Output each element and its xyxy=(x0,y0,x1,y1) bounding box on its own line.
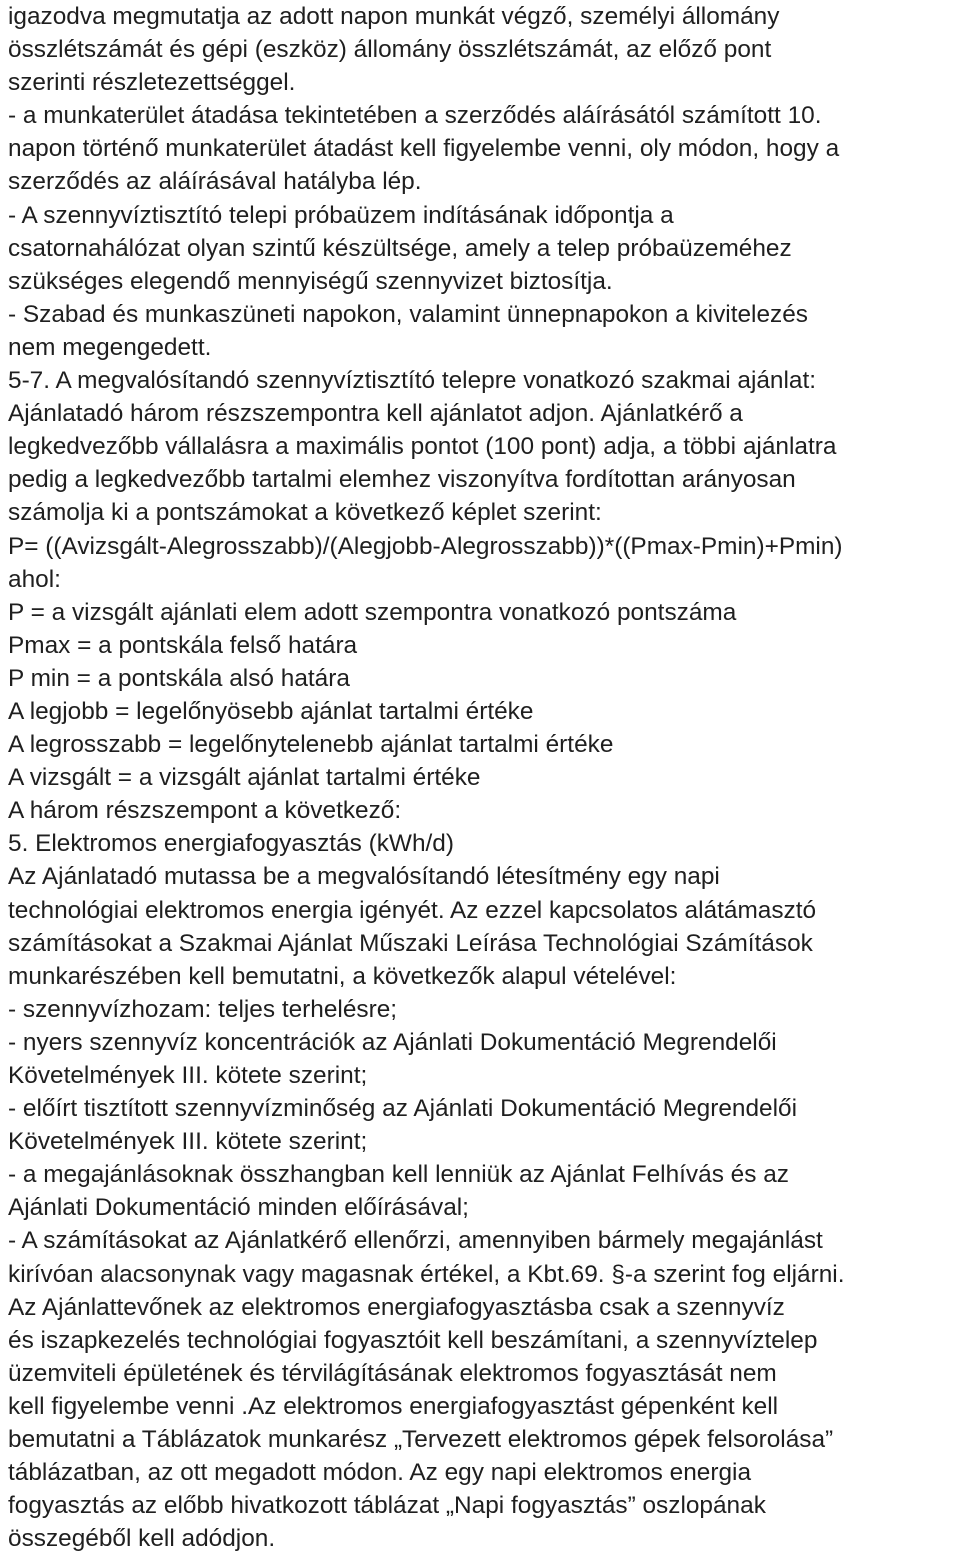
text-line: és iszapkezelés technológiai fogyasztóit kell beszámítani, a szennyvíztelep xyxy=(8,1326,818,1354)
definition-line: Pmax = a pontskála felső határa xyxy=(8,631,358,659)
text-line: bemutatni a Táblázatok munkarész „Tervezett elektromos gépek felsorolása” xyxy=(8,1426,834,1454)
definition-line: A legjobb = legelőnyösebb ajánlat tartalmi értéke xyxy=(8,697,534,725)
text-line: - Szabad és munkaszüneti napokon, valamint ünnepnapokon a kivitelezés xyxy=(8,300,808,328)
text-line: Követelmények III. kötete szerint; xyxy=(8,1062,368,1089)
text-line: - A számításokat az Ajánlatkérő ellenőrzi, amennyiben bármely megajánlást xyxy=(8,1227,823,1255)
section-heading: 5. Elektromos energiafogyasztás (kWh/d) xyxy=(8,830,454,858)
text-line: ahol: xyxy=(8,565,61,593)
text-line: - nyers szennyvíz koncentrációk az Ajánlati Dokumentáció Megrendelői xyxy=(8,1028,777,1056)
text-line: fogyasztás az előbb hivatkozott táblázat „Napi fogyasztás” oszlopának xyxy=(8,1492,766,1520)
text-line: - előírt tisztított szennyvízminőség az Ajánlati Dokumentáció Megrendelői xyxy=(8,1095,798,1123)
text-line: szükséges elegendő mennyiségű szennyvizet biztosítja. xyxy=(8,267,613,295)
text-line: technológiai elektromos energia igényét. Az ezzel kapcsolatos alátámasztó xyxy=(8,896,817,924)
text-line: - A szennyvíztisztító telepi próbaüzem indításának időpontja a xyxy=(8,201,674,229)
text-line: Követelmények III. kötete szerint; xyxy=(8,1128,368,1156)
text-line: Ajánlatadó három részszempontra kell ajánlatot adjon. Ajánlatkérő a xyxy=(8,400,743,428)
text-line: összegéből kell adódjon. xyxy=(8,1525,276,1553)
text-line: nem megengedett. xyxy=(8,333,212,361)
definition-line: P min = a pontskála alsó határa xyxy=(8,664,350,692)
text-line: táblázatban, az ott megadott módon. Az egy napi elektromos energia xyxy=(8,1459,752,1487)
text-line: számolja ki a pontszámokat a következő képlet szerint: xyxy=(8,499,602,527)
definition-line: A legrosszabb = legelőnytelenebb ajánlat tartalmi értéke xyxy=(8,731,614,759)
text-line: szerinti részletezettséggel. xyxy=(8,69,296,97)
text-line: Ajánlati Dokumentáció minden előírásával; xyxy=(8,1194,469,1222)
section-heading: 5-7. A megvalósítandó szennyvíztisztító telepre vonatkozó szakmai ajánlat: xyxy=(8,367,817,395)
text-line: napon történő munkaterület átadást kell figyelembe venni, oly módon, hogy a xyxy=(8,135,840,163)
text-line: szerződés az aláírásával hatályba lép. xyxy=(8,168,422,196)
text-line: kirívóan alacsonynak vagy magasnak értékel, a Kbt.69. §-a szerint fog eljárni. xyxy=(8,1260,845,1288)
text-line: csatornahálózat olyan szintű készültsége, amely a telep próbaüzeméhez xyxy=(8,234,792,262)
text-line: üzemviteli épületének és térvilágításának elektromos fogyasztását nem xyxy=(8,1359,777,1387)
text-line: pedig a legkedvezőbb tartalmi elemhez viszonyítva fordítottan arányosan xyxy=(8,466,796,494)
document-body xyxy=(8,0,960,1555)
text-line: - a munkaterület átadása tekintetében a szerződés aláírásától számított 10. xyxy=(8,102,822,130)
text-line: számításokat a Szakmai Ajánlat Műszaki Leírása Technológiai Számítások xyxy=(8,929,813,957)
text-line: A három részszempont a következő: xyxy=(8,797,402,825)
text-line: Az Ajánlattevőnek az elektromos energiafogyasztásba csak a szennyvíz xyxy=(8,1293,785,1321)
text-line: legkedvezőbb vállalásra a maximális pontot (100 pont) adja, a többi ajánlatra xyxy=(8,433,837,461)
text-line: összlétszámát és gépi (eszköz) állomány összlétszámát, az előző pont xyxy=(8,36,772,64)
formula-line: P= ((Avizsgált-Alegrosszabb)/(Alegjobb-Alegrosszabb))*((Pmax-Pmin)+Pmin) xyxy=(8,532,843,560)
text-line: igazodva megmutatja az adott napon munkát végző, személyi állomány xyxy=(8,3,780,30)
text-line: - szennyvízhozam: teljes terhelésre; xyxy=(8,995,398,1023)
text-line: Az Ajánlatadó mutassa be a megvalósítandó létesítmény egy napi xyxy=(8,863,720,891)
definition-line: P = a vizsgált ajánlati elem adott szempontra vonatkozó pontszáma xyxy=(8,598,737,626)
text-line: kell figyelembe venni .Az elektromos energiafogyasztást gépenként kell xyxy=(8,1392,779,1420)
definition-line: A vizsgált = a vizsgált ajánlat tartalmi értéke xyxy=(8,764,481,792)
text-line: - a megajánlásoknak összhangban kell lenniük az Ajánlat Felhívás és az xyxy=(8,1161,789,1189)
text-line: munkarészében kell bemutatni, a következők alapul vételével: xyxy=(8,962,677,990)
